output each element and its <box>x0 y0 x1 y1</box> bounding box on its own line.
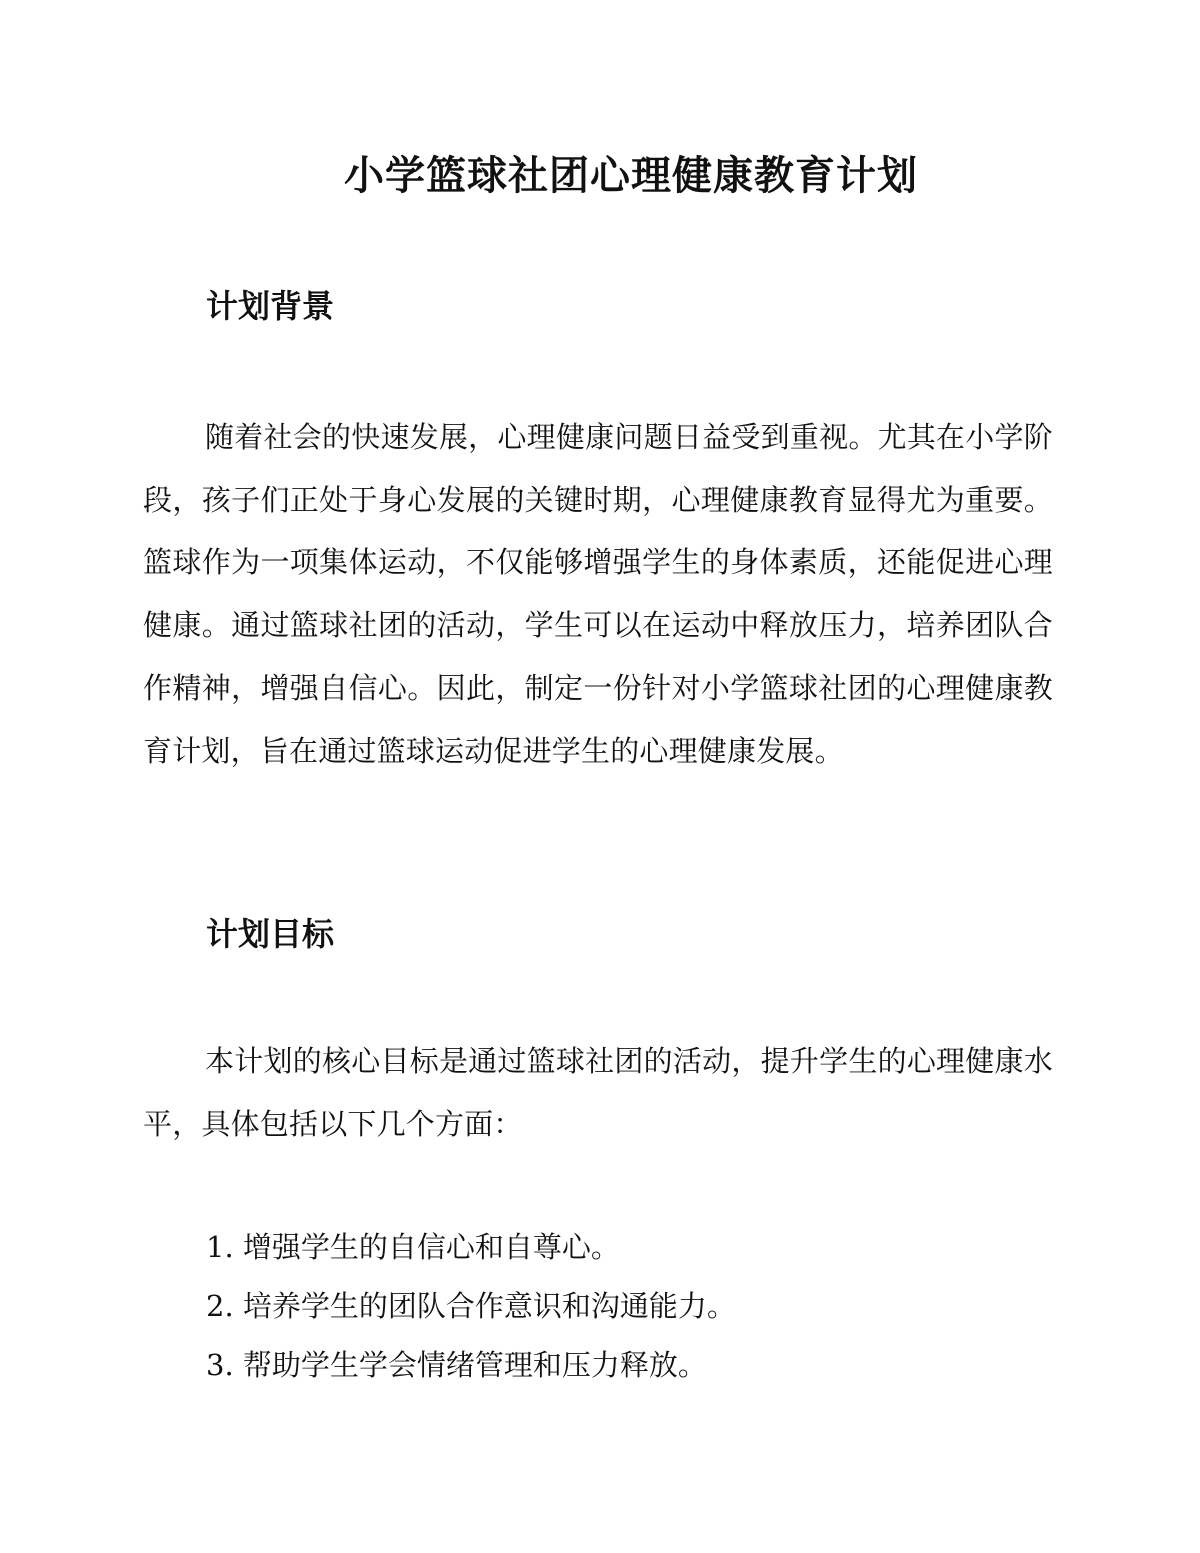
section-heading-background: 计划背景 <box>206 287 335 325</box>
goals-paragraph: 本计划的核心目标是通过篮球社团的活动，提升学生的心理健康水平，具体包括以下几个方面： <box>143 1044 1053 1141</box>
section-heading-goals: 计划目标 <box>206 915 335 953</box>
goal-list <box>206 1218 736 1395</box>
background-paragraph: 随着社会的快速发展，心理健康问题日益受到重视。尤其在小学阶段，孩子们正处于身心发展的关键时期，心理健康教育显得尤为重要。篮球作为一项集体运动，不仅能够增强学生的身体素质，还能促进心理健康。通过篮球社团的活动，学生可以在运动中释放压力，培养团队合作精神，增强自信心。因此，制定一份针对小学篮球社团的心理健康教育计划，旨在通过篮球运动促进学生的心理健康发展。 <box>143 420 1053 768</box>
document-title: 小学篮球社团心理健康教育计划 <box>344 153 918 199</box>
list-item: 2. 培养学生的团队合作意识和沟通能力。 <box>206 1289 736 1323</box>
list-item: 3. 帮助学生学会情绪管理和压力释放。 <box>206 1348 707 1382</box>
list-item: 1. 增强学生的自信心和自尊心。 <box>206 1230 620 1264</box>
